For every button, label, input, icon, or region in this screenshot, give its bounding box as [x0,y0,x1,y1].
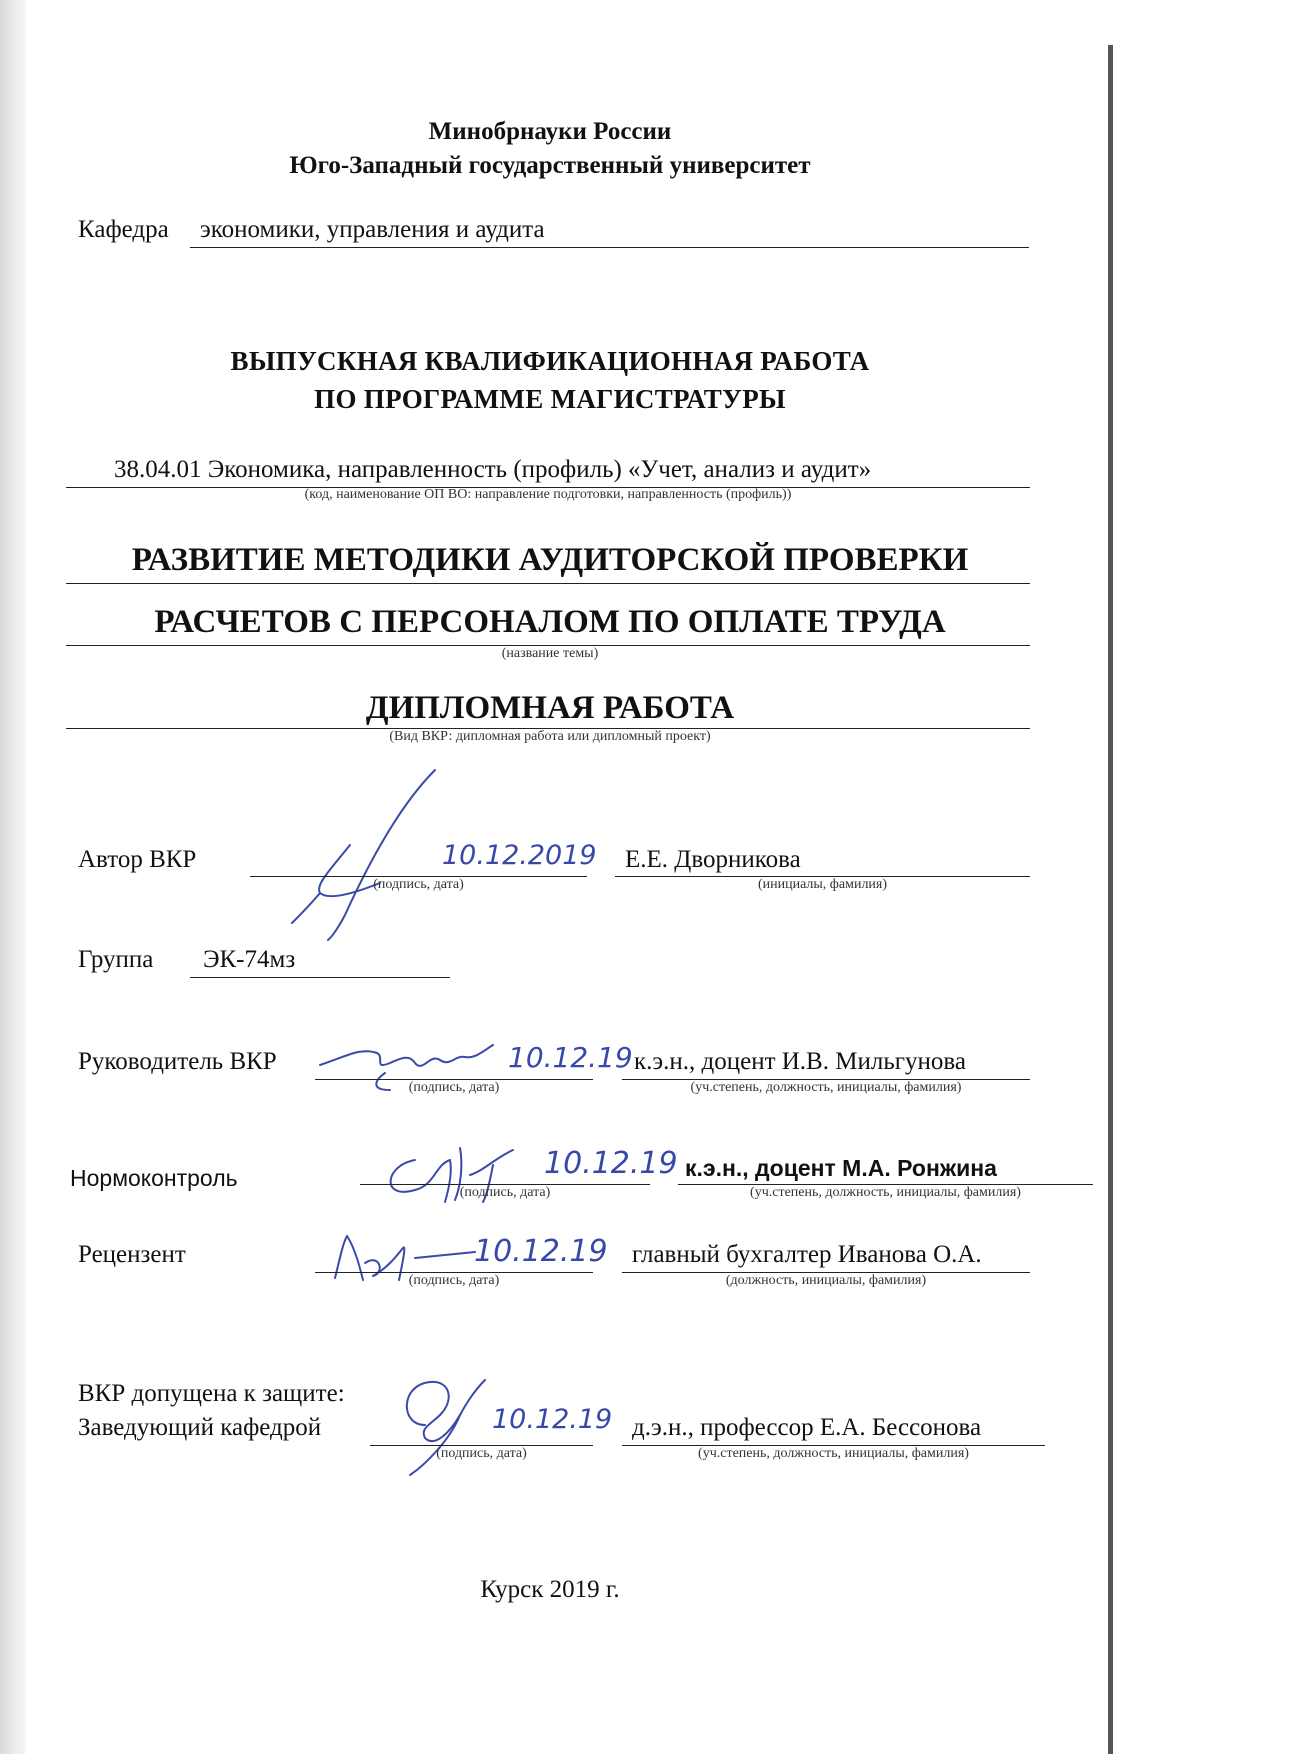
reviewer-name-caption: (должность, инициалы, фамилия) [725,1273,927,1288]
group-label: Группа [78,946,154,973]
department-underline [190,247,1029,248]
head-of-department-signature [390,1370,500,1480]
author-sign-caption: (подпись, дата) [373,877,464,892]
topic-line2: РАСЧЕТОВ С ПЕРСОНАЛОМ ПО ОПЛАТЕ ТРУДА [154,604,946,640]
head-of-department-name: д.э.н., профессор Е.А. Бессонова [632,1414,982,1441]
head-of-department-label: Заведующий кафедрой [78,1414,322,1441]
program-caption: (код, наименование ОП ВО: направление подготовки, направленность (профиль)) [304,487,792,502]
normcontrol-sign-caption: (подпись, дата) [459,1185,551,1200]
reviewer-date: 10.12.19 [474,1234,608,1269]
ministry-name: Минобрнауки России [428,118,672,145]
admission-sign-caption: (подпись, дата) [436,1446,527,1461]
supervisor-sign-caption: (подпись, дата) [408,1080,500,1095]
scan-right-edge [1108,45,1113,1754]
normcontrol-date: 10.12.19 [544,1146,678,1181]
vkr-kind-caption: (Вид ВКР: дипломная работа или дипломный проект) [389,729,711,744]
supervisor-date: 10.12.19 [508,1041,633,1074]
author-date: 10.12.2019 [442,840,597,871]
topic-caption: (название темы) [501,646,599,661]
author-signature [270,765,450,945]
supervisor-label: Руководитель ВКР [78,1048,277,1075]
program-value: 38.04.01 Экономика, направленность (профиль) «Учет, анализ и аудит» [114,456,872,483]
head-of-department-date: 10.12.19 [492,1404,613,1435]
department-label: Кафедра [78,216,169,243]
topic-line1: РАЗВИТИЕ МЕТОДИКИ АУДИТОРСКОЙ ПРОВЕРКИ [131,542,969,578]
normcontrol-label: Нормоконтроль [70,1165,238,1191]
author-name: Е.Е. Дворникова [625,846,801,873]
work-type-title-line1: ВЫПУСКНАЯ КВАЛИФИКАЦИОННАЯ РАБОТА [230,346,870,376]
reviewer-label: Рецензент [78,1241,186,1268]
work-type-title-line2: ПО ПРОГРАММЕ МАГИСТРАТУРЫ [314,384,786,414]
author-label: Автор ВКР [78,846,197,873]
group-value: ЭК-74мз [203,946,296,973]
group-underline [190,977,450,978]
reviewer-sign-caption: (подпись, дата) [408,1273,500,1288]
normcontrol-name: к.э.н., доцент М.А. Ронжина [685,1155,997,1181]
scan-left-shadow [0,0,26,1754]
supervisor-name-caption: (уч.степень, должность, инициалы, фамилия) [690,1080,962,1095]
admission-heading: ВКР допущена к защите: [78,1380,345,1407]
university-name: Юго-Западный государственный университет [289,152,811,179]
city-year: Курск 2019 г. [480,1576,620,1603]
author-name-caption: (инициалы, фамилия) [757,877,888,892]
vkr-kind-value: ДИПЛОМНАЯ РАБОТА [365,690,735,726]
department-value: экономики, управления и аудита [200,216,545,243]
topic-underline1 [66,583,1030,584]
normcontrol-name-caption: (уч.степень, должность, инициалы, фамилия) [750,1185,1021,1200]
admission-name-caption: (уч.степень, должность, инициалы, фамилия) [698,1446,969,1461]
reviewer-name: главный бухгалтер Иванова О.А. [632,1241,982,1268]
supervisor-name: к.э.н., доцент И.В. Мильгунова [634,1048,966,1075]
